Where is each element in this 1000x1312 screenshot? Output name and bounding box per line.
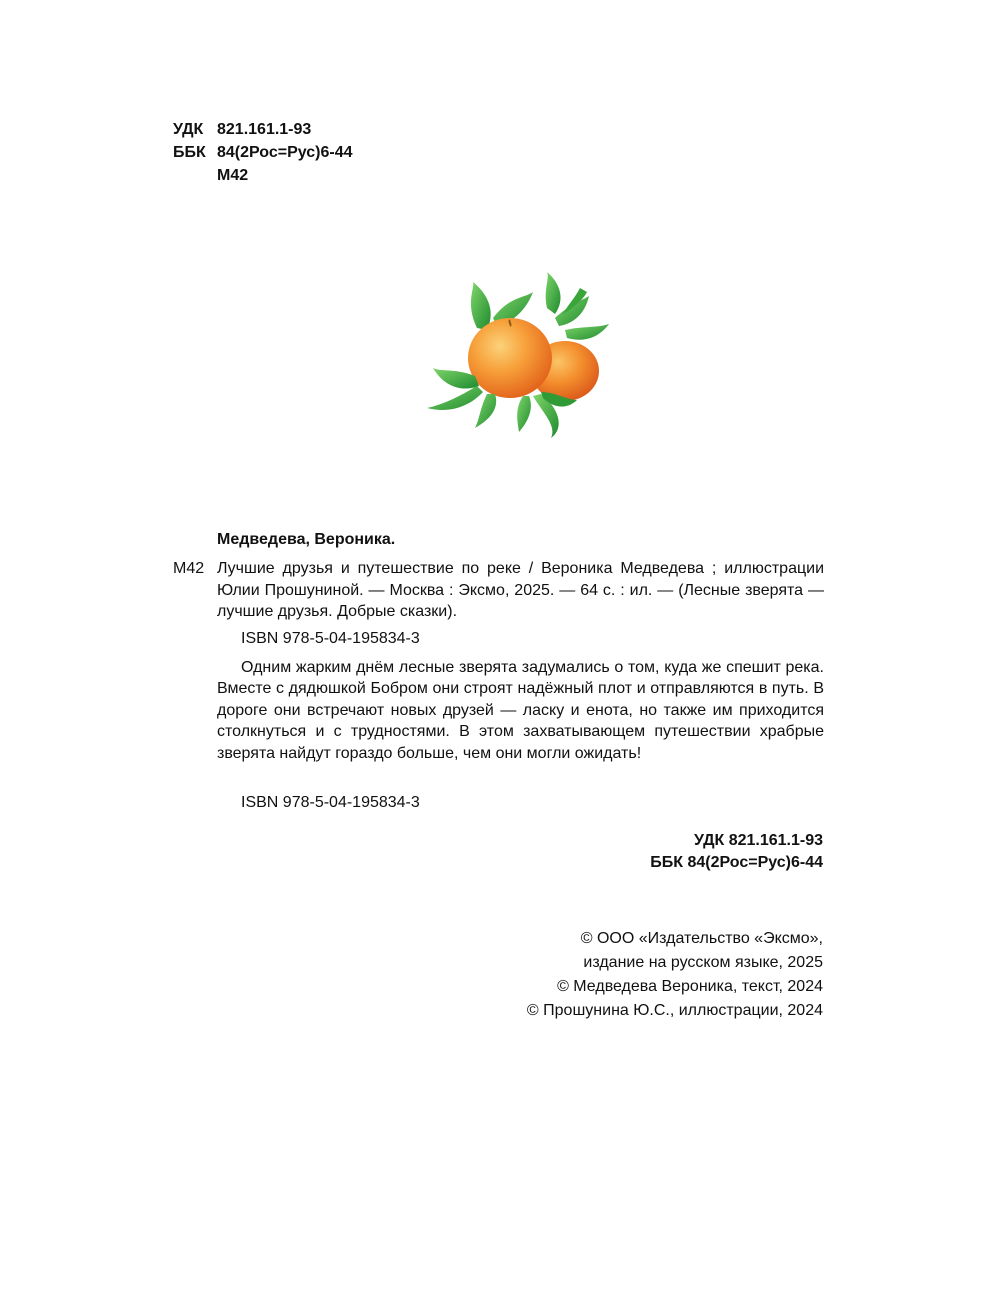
leaf (475, 394, 496, 428)
bbk-label: ББК (173, 144, 206, 161)
leaf (517, 396, 531, 432)
leaf (427, 386, 483, 410)
bbk-line: ББК 84(2Рос=Рус)6-44 (650, 854, 823, 871)
udk-label: УДК (173, 121, 204, 138)
catalog-entry: Лучшие друзья и путешествие по реке / Вероника Медведева ; иллюстрации Юлии Прошуниной. — Москва : Эксмо, 2025. — 64 с. : ил. — (Лесные зверята — лучшие друзья. Добрые сказки). (217, 560, 824, 620)
udk-line: УДК 821.161.1-93 (693, 832, 823, 849)
copyright-block (527, 927, 823, 1023)
udk-value: 821.161.1-93 (217, 121, 312, 138)
copyright-line-3: © Медведева Вероника, текст, 2024 (557, 978, 823, 995)
leaf (565, 324, 609, 340)
bbk-row (173, 141, 353, 164)
isbn-first: ISBN 978-5-04-195834-3 (241, 630, 420, 647)
author-mark-top: М42 (217, 167, 249, 184)
copyright-line-2: издание на русском языке, 2025 (583, 954, 823, 971)
classification-bottom (650, 830, 823, 874)
copyright-line-1: © ООО «Издательство «Эксмо», (580, 930, 823, 947)
oranges-illustration (415, 268, 615, 443)
author-mark-row (173, 164, 353, 187)
annotation: Одним жарким днём лесные зверята задумались о том, куда же спешит река. Вместе с дядюшкой Бобром они строят надёжный плот и отправляются в путь. В дороге они встречают новых друзей — ласку и енота, но также им приходится столкнуться и с трудностями. В этом захватывающем путешествии храбрые зверята найдут гораздо больше, чем они могли ожидать! (217, 659, 824, 762)
oranges-image (415, 268, 615, 443)
leaf (471, 282, 491, 330)
copyright-line-4: © Прошунина Ю.С., иллюстрации, 2024 (526, 1002, 823, 1019)
classification-top (173, 118, 353, 187)
orange-large (468, 318, 552, 398)
author-heading: Медведева, Вероника. (217, 531, 396, 548)
author-mark: М42 (173, 560, 205, 577)
udk-row (173, 118, 353, 141)
leaf (546, 272, 561, 314)
bbk-value: 84(2Рос=Рус)6-44 (217, 144, 353, 161)
isbn-second: ISBN 978-5-04-195834-3 (241, 794, 420, 811)
